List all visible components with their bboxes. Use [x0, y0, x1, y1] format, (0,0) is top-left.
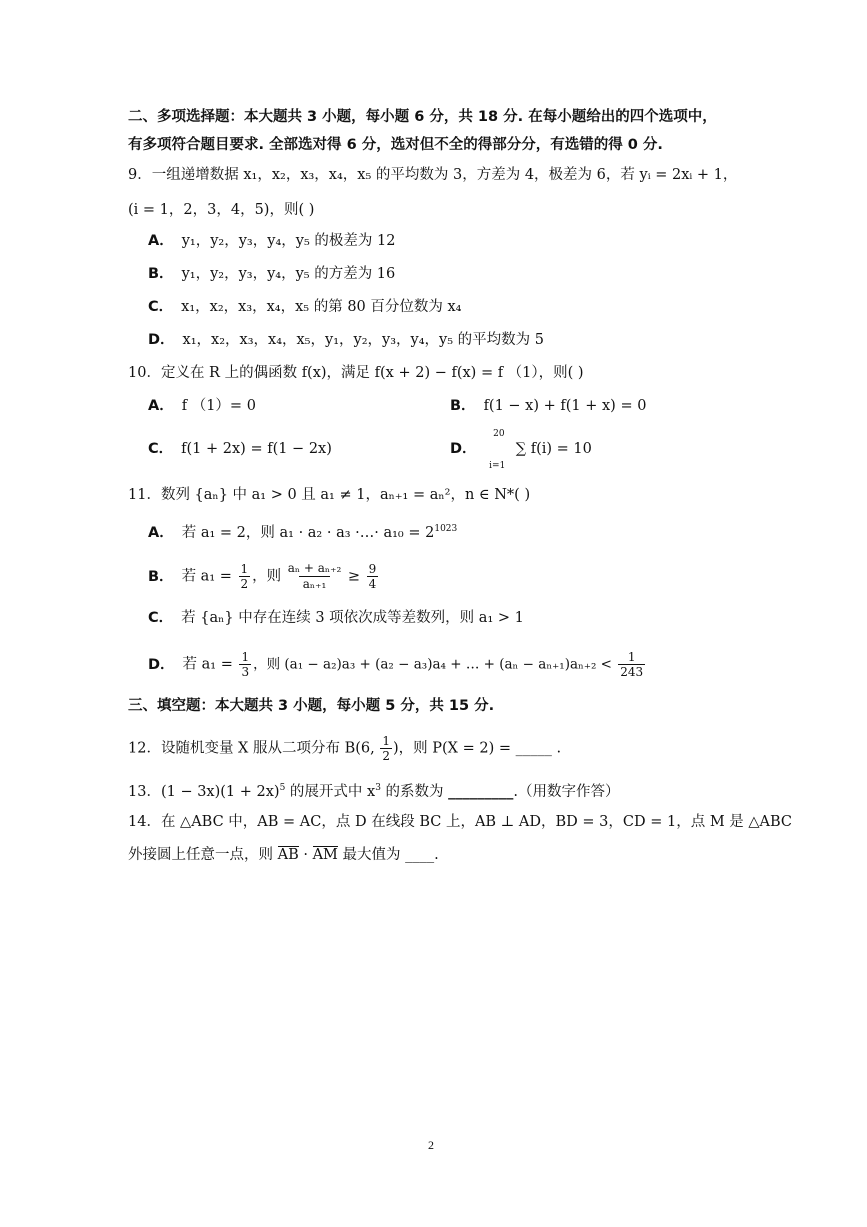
question-11-option-d [148, 650, 647, 679]
question-10-stem: 10．定义在 R 上的偶函数 f(x)，满足 f(x + 2) − f(x) = f （1），则( ) [128, 365, 584, 381]
fraction-a1 [239, 562, 251, 591]
question-10-option-b [450, 395, 646, 417]
option-label: D． [148, 656, 175, 673]
option-label: C． [148, 299, 174, 315]
option-text: 若 {aₙ} 中存在连续 3 项依次成等差数列，则 a₁ > 1 [181, 610, 524, 626]
option-text: x₁，x₂，x₃，x₄，x₅ 的第 80 百分位数为 x₄ [181, 299, 462, 315]
option-text: f （1）= 0 [181, 398, 256, 414]
option-label: B． [148, 568, 174, 585]
question-14-prefix: 外接圆上任意一点，则 [128, 847, 278, 863]
fraction-a1 [239, 650, 251, 679]
option-text: ∑ f(i) = 10 [515, 441, 592, 457]
relation: ≥ [343, 568, 365, 585]
question-13-post: 的系数为 [380, 783, 449, 800]
question-12 [128, 734, 561, 763]
question-9-option-d [148, 329, 544, 351]
vector-ab [278, 844, 299, 866]
question-14-line-1: 14．在 △ABC 中，AB = AC，点 D 在线段 BC 上，AB ⊥ AD，BD = 3，CD = 1，点 M 是 △ABC [128, 814, 793, 830]
question-12-middle: )，则 P(X = 2) = [393, 740, 516, 757]
question-12-end: . [551, 740, 562, 757]
question-9-option-a [148, 230, 395, 252]
vector-arrow-bar [313, 846, 338, 847]
section-2-header-line-1: 二、多项选择题：本大题共 3 小题，每小题 6 分，共 18 分. 在每小题给出的四个选项中， [128, 109, 717, 125]
fraction-denominator: aₙ₊₁ [299, 576, 331, 592]
answer-blank: ____ [405, 847, 435, 863]
option-label: A． [148, 398, 174, 414]
summation [489, 429, 511, 471]
fraction-numerator: aₙ + aₙ₊₂ [287, 561, 342, 575]
fraction-numerator: 1 [240, 562, 249, 576]
question-13-end: .（用数字作答） [513, 783, 620, 800]
question-10-option-d [450, 429, 592, 471]
question-11-stem: 11．数列 {aₙ} 中 a₁ > 0 且 a₁ ≠ 1，aₙ₊₁ = aₙ²，n ∈ N*( ) [128, 487, 531, 503]
option-text: y₁，y₂，y₃，y₄，y₅ 的极差为 12 [181, 233, 396, 249]
fraction-denominator: 4 [368, 577, 377, 591]
answer-blank: _________ [448, 783, 514, 800]
question-10-option-a [148, 395, 256, 417]
option-label: D． [450, 441, 477, 457]
question-13-prefix: 13．(1 − 3x)(1 + 2x) [128, 783, 280, 800]
option-text: y₁，y₂，y₃，y₄，y₅ 的方差为 16 [181, 266, 396, 282]
question-9-option-c [148, 296, 461, 318]
option-text: x₁，x₂，x₃，x₄，x₅，y₁，y₂，y₃，y₄，y₅ 的平均数为 5 [182, 332, 544, 348]
sum-upper-limit: 20 [493, 429, 505, 439]
question-9-option-b [148, 263, 395, 285]
vector-am [313, 844, 338, 866]
option-text: f(1 − x) + f(1 + x) = 0 [483, 398, 647, 414]
option-middle: ，则 (a₁ − a₂)a₃ + (a₂ − a₃)a₄ + … + (aₙ − aₙ₊₁)aₙ₊₂ < [253, 656, 617, 673]
question-9-stem-line-1: 9．一组递增数据 x₁，x₂，x₃，x₄，x₅ 的平均数为 3，方差为 4，极差为 6，若 yᵢ = 2xᵢ + 1， [128, 167, 738, 183]
question-10-option-c [148, 438, 332, 460]
exponent: 1023 [434, 524, 458, 534]
section-3-header: 三、填空题：本大题共 3 小题，每小题 5 分，共 15 分. [128, 698, 495, 714]
option-label: B． [450, 398, 476, 414]
exponent: 5 [279, 783, 286, 793]
question-12-prefix: 12．设随机变量 X 服从二项分布 B(6, [128, 740, 375, 757]
answer-blank: _____ [515, 740, 552, 757]
option-middle: ，则 [252, 568, 286, 585]
question-14-end: . [434, 847, 439, 863]
fraction-nine-fourths [367, 562, 379, 591]
question-11-option-c [148, 607, 524, 629]
option-prefix: 若 a₁ = [181, 568, 237, 585]
vector-label: AB [277, 847, 299, 863]
option-text: 若 a₁ = 2，则 a₁ · a₂ · a₃ ·…· a₁₀ = 2 [181, 524, 435, 541]
page-number: 2 [428, 1138, 434, 1152]
fraction-one-over-243 [618, 650, 645, 679]
option-label: C． [148, 610, 174, 626]
fraction-denominator: 3 [241, 665, 250, 679]
option-label: D． [148, 332, 175, 348]
fraction-ratio [288, 561, 342, 592]
option-label: B． [148, 266, 174, 282]
question-9-stem-line-2: (i = 1，2，3，4，5)，则( ) [128, 202, 315, 218]
question-14-post: 最大值为 [337, 847, 406, 863]
fraction-one-half [380, 734, 392, 763]
fraction-numerator: 1 [627, 650, 636, 664]
option-label: A． [148, 233, 174, 249]
option-label: A． [148, 524, 174, 541]
question-11-option-a [148, 518, 457, 544]
question-14-line-2 [128, 844, 439, 866]
fraction-denominator: 2 [240, 577, 249, 591]
fraction-denominator: 243 [620, 665, 644, 679]
sum-lower-limit: i=1 [489, 461, 506, 471]
fraction-numerator: 1 [382, 734, 390, 748]
question-11-option-b [148, 561, 380, 592]
question-13-middle: 的展开式中 x [285, 783, 376, 800]
exponent: 3 [375, 783, 381, 793]
section-2-header-line-2: 有多项符合题目要求. 全部选对得 6 分，选对但不全的得部分分，有选错的得 0 分. [128, 137, 663, 153]
option-label: C． [148, 441, 174, 457]
option-text: f(1 + 2x) = f(1 − 2x) [181, 441, 332, 457]
option-prefix: 若 a₁ = [182, 656, 238, 673]
fraction-denominator: 2 [382, 749, 390, 763]
fraction-numerator: 9 [368, 562, 377, 576]
fraction-numerator: 1 [241, 650, 250, 664]
vector-arrow-bar [278, 846, 299, 847]
dot-operator: · [298, 847, 313, 863]
vector-label: AM [312, 847, 338, 863]
question-13 [128, 777, 620, 803]
